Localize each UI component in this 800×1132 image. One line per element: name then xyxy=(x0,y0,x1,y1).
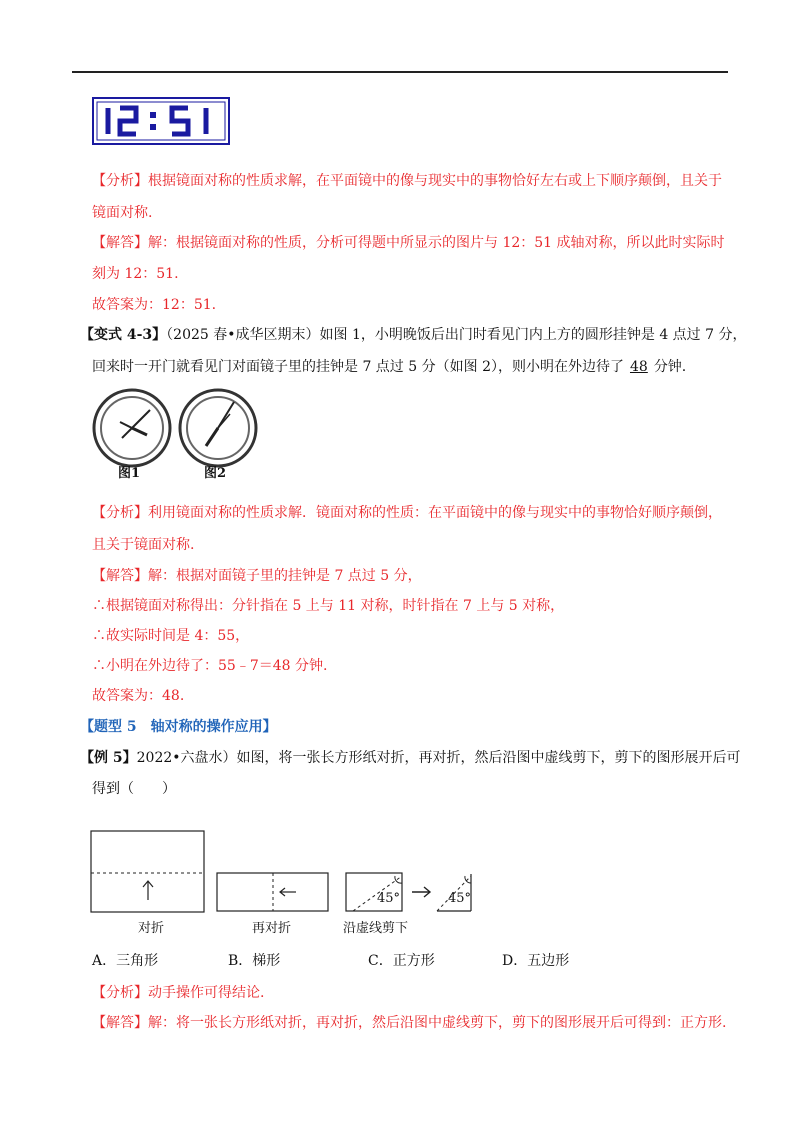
option-b: B．梯形 xyxy=(228,953,281,969)
section-heading: 【题型 5 轴对称的操作应用】 xyxy=(80,719,277,735)
example-line2: 得到（ ） xyxy=(92,781,176,797)
answer-blank: 48 xyxy=(629,359,648,375)
colon-dot-bottom xyxy=(150,124,156,130)
top-rule xyxy=(72,71,728,73)
fold-caption-3: 沿虚线剪下 xyxy=(343,921,409,936)
clock-figure-1 xyxy=(92,388,172,468)
answer2-final: 故答案为：48. xyxy=(92,688,185,704)
answer2-line3: ∴故实际时间是 4：55， xyxy=(92,628,250,644)
analysis2-line2: 且关于镜面对称. xyxy=(92,537,195,553)
answer2-line2: ∴根据镜面对称得出：分针指在 5 上与 11 对称，时针指在 7 上与 5 对称， xyxy=(92,598,565,614)
option-c: C．正方形 xyxy=(368,953,435,969)
variant-line1: 【变式 4-3】（2025 春•成华区期末）如图 1，小明晚饭后出门时看见门内上方的圆形挂钟是 4 点过 7 分， xyxy=(80,327,747,343)
fold-caption-2: 再对折 xyxy=(252,921,292,936)
answer1-line1: 【解答】解：根据镜面对称的性质，分析可得题中所显示的图片与 12：51 成轴对称，所以此时实际时 xyxy=(92,235,725,251)
answer1-final: 故答案为：12：51. xyxy=(92,297,217,313)
fold-figure-2 xyxy=(216,872,330,914)
clock-caption-2: 图2 xyxy=(204,466,227,481)
clock-caption-1: 图1 xyxy=(118,466,141,481)
answer2-line4: ∴小明在外边待了：55﹣7＝48 分钟. xyxy=(92,658,328,674)
angle-label-2: 45° xyxy=(448,891,472,906)
variant-line2: 回来时一开门就看见门对面镜子里的挂钟是 7 点过 5 分（如图 2），则小明在外边待了 48 分钟. xyxy=(92,359,687,375)
analysis1-line1: 【分析】根据镜面对称的性质求解，在平面镜中的像与现实中的事物恰好左右或上下顺序颠倒，且关于 xyxy=(92,173,722,189)
example-line1: 【例 5】2022•六盘水）如图，将一张长方形纸对折，再对折，然后沿图中虚线剪下，剪下的图形展开后可 xyxy=(80,750,741,766)
colon-dot-top xyxy=(150,112,156,118)
analysis3: 【分析】动手操作可得结论. xyxy=(92,985,265,1001)
option-a: A．三角形 xyxy=(92,953,159,969)
answer3: 【解答】解：将一张长方形纸对折，再对折，然后沿图中虚线剪下，剪下的图形展开后可得到：正方形. xyxy=(92,1015,727,1031)
analysis1-line2: 镜面对称. xyxy=(92,205,153,221)
option-d: D．五边形 xyxy=(502,953,570,969)
lcd-clock-figure xyxy=(92,97,230,145)
analysis2-line1: 【分析】利用镜面对称的性质求解．镜面对称的性质：在平面镜中的像与现实中的事物恰好顺序颠倒， xyxy=(92,505,722,521)
clock-figure-2 xyxy=(178,388,258,468)
answer1-line2: 刻为 12：51. xyxy=(92,266,179,282)
fold-figure-1 xyxy=(90,830,206,914)
angle-label-1: 45° xyxy=(377,891,401,906)
fold-caption-1: 对折 xyxy=(138,921,165,936)
answer2-line1: 【解答】解：根据对面镜子里的挂钟是 7 点过 5 分， xyxy=(92,568,422,584)
lcd-time-text: 12:51 xyxy=(92,97,95,98)
